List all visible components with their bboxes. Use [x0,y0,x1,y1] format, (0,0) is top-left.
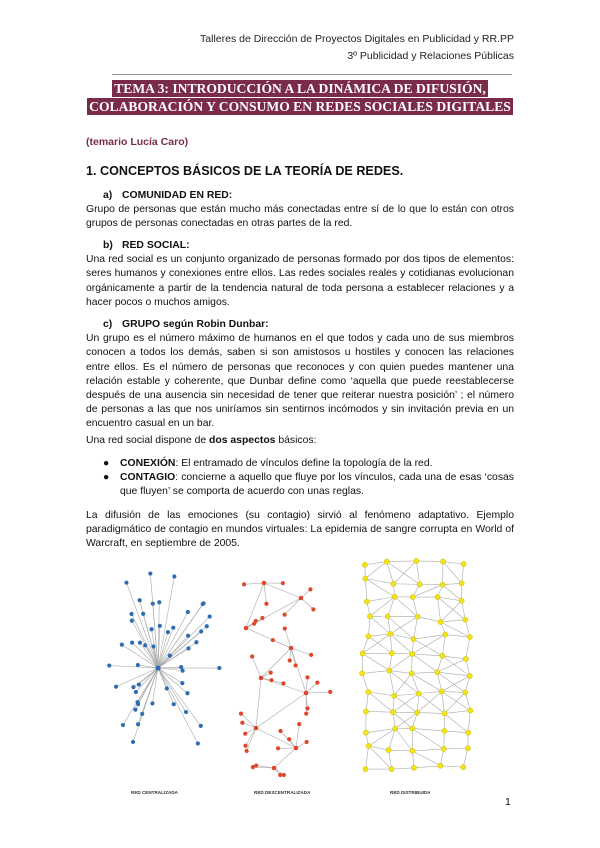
network-node [442,728,447,733]
network-node [130,618,134,622]
network-node [309,653,313,657]
network-edge [158,612,188,668]
network-edge [443,583,462,584]
network-node [410,748,415,753]
network-node [438,763,443,768]
network-node [415,614,420,619]
network-edge [441,620,466,622]
network-node [308,587,312,591]
network-node [259,676,264,681]
network-node [138,641,142,645]
network-edge [414,766,440,768]
network-edge [443,562,464,565]
network-node [184,710,188,714]
aspects-list [103,457,514,500]
network-node [137,682,141,686]
definition-heading: a) COMUNIDAD EN RED: [103,190,233,201]
network-node [148,571,152,575]
network-edge [306,677,307,693]
network-node [410,594,415,599]
network-node [387,668,392,673]
network-edge [393,561,416,584]
network-node [281,681,285,685]
network-edge [414,635,446,640]
network-node [171,626,175,630]
network-node [130,641,134,645]
network-node [131,740,135,744]
network-node [240,721,244,725]
network-node [243,744,247,748]
network-node [172,702,176,706]
network-node [149,627,153,631]
network-node [363,767,368,772]
network-edge [158,603,204,668]
network-edge [285,629,291,648]
network-node [392,594,397,599]
definition-text: Grupo de personas que están mucho más conectadas entre sí de lo que lo están con otros grupos de personas conectadas en otras partes de la red. [86,204,514,230]
network-node [297,722,301,726]
topic-title-line-2: COLABORACIÓN Y CONSUMO EN REDES SOCIALES DIGITALES [89,99,511,114]
network-node [165,686,169,690]
network-node [305,706,309,710]
network-node [410,651,415,656]
network-node [120,643,124,647]
network-node [366,743,371,748]
header-course: Talleres de Dirección de Proyectos Digitales en Publicidad y RR.PP [200,33,514,45]
network-edge [362,673,368,692]
network-node [442,711,447,716]
network-edge [442,691,445,713]
network-edge [387,561,417,562]
page-number: 1 [505,796,511,808]
network-edge [412,728,443,749]
network-node [443,632,448,637]
network-edge [291,648,306,693]
network-node [463,617,468,622]
network-node [199,629,203,633]
network-edge [389,654,412,671]
network-edge [291,648,296,665]
network-node [287,737,291,741]
network-node [459,598,464,603]
definition-social-network [86,239,514,310]
network-edge [412,673,442,691]
network-edge [394,694,419,696]
network-node [360,651,365,656]
network-node [367,614,372,619]
network-node [364,599,369,604]
network-node [409,671,414,676]
page-header [200,31,514,65]
network-edge [442,635,445,656]
network-edge [395,729,412,751]
network-node [185,691,189,695]
network-node [435,594,440,599]
network-node [304,691,309,696]
network-node [305,740,309,744]
network-edge [389,671,394,696]
network-node [461,562,466,567]
network-edge [306,683,317,693]
section-heading: 1. CONCEPTOS BÁSICOS DE LA TEORÍA DE REDES. [86,164,404,178]
network-edge [390,617,417,634]
network-types-figure [96,553,506,799]
network-node [199,724,203,728]
list-item: ● CONEXIÓN: El entramado de vínculos define la topología de la red. [103,457,514,471]
network-edge [442,691,466,692]
network-node [141,612,145,616]
header-degree: 3º Publicidad y Relaciones Públicas [347,50,514,62]
network-edge [247,728,256,751]
network-node [466,730,471,735]
network-edge [366,711,393,712]
network-edge [366,729,395,733]
distributed-network-diagram [360,558,473,771]
network-node [124,581,128,585]
network-node [155,665,160,670]
network-edge [417,694,419,713]
network-node [150,701,154,705]
network-node [461,765,466,770]
network-node [242,582,246,586]
network-node [465,746,470,751]
network-node [467,673,472,678]
network-edge [395,597,418,617]
network-node [254,726,259,731]
network-node [260,616,264,620]
network-node [245,749,249,753]
definition-text: Una red social es un conjunto organizado de personas formado por dos tipos de elementos: seres humanos y conexiones entre ellos. Las redes sociales reales y cotidianas evolucionan orgánicamente a partir de la tendencia natural de toda persona a establecer relaciones y a hacer pocos o muchos amigos. [86,254,514,308]
network-edge [413,597,418,617]
network-node [151,644,155,648]
network-edge [389,750,413,751]
network-node [294,663,298,667]
network-node [311,607,315,611]
network-edge [296,724,299,748]
bullet-icon: ● [103,472,110,484]
definition-dunbar-group [86,318,514,432]
network-node [393,726,398,731]
network-edge [419,691,442,693]
network-node [181,669,185,673]
network-node [363,709,368,714]
network-node [180,681,184,685]
network-node [282,773,286,777]
network-node [441,746,446,751]
network-node [440,559,445,564]
network-node [414,558,419,563]
network-node [136,663,140,667]
network-edge [126,583,158,668]
network-edge [261,678,306,693]
network-edge [468,711,470,733]
definition-heading: c) GRUPO según Robin Dunbar: [103,319,269,330]
network-node [388,631,393,636]
centralized-network-diagram [107,571,221,745]
network-node [172,574,176,578]
network-edge [366,692,368,711]
network-node [272,766,277,771]
network-node [363,576,368,581]
network-node [138,598,142,602]
network-node [107,663,111,667]
network-node [411,637,416,642]
network-edge [463,748,468,767]
network-edge [389,729,396,751]
network-edge [365,746,368,769]
network-edge [412,672,438,673]
network-edge [252,656,261,678]
network-edge [412,654,437,672]
network-edge [261,648,291,678]
aspects-intro: Una red social dispone de dos aspectos básicos: [86,435,317,446]
network-node [362,562,367,567]
network-node [385,614,390,619]
network-edge [393,584,419,585]
network-node [305,675,309,679]
network-node [391,581,396,586]
network-node [264,602,268,606]
network-edge [441,601,462,622]
network-edge [365,579,367,602]
network-node [186,610,190,614]
network-node [390,710,395,715]
network-node [239,712,243,716]
definition-text: Un grupo es el número máximo de humanos en el que todos y cada uno de sus miembros conocen a todos los demás, saben si son amistosos u hostiles y conocen las relaciones entre ellos. Es el número de personas que reconoces y con quien puedes mantener una relación estable y coherente, que Dunbar define como ‘aquella que puede reestablecerse después de una ausencia sin necesidad de tener que reiterar nuestra posición’ ; el número de personas a las que nos uniríamos sin sentirnos incómodos y sin invitación previa en un encuentro casual en un bar. [86,333,514,430]
network-edge [368,636,391,653]
network-edge [412,654,442,656]
network-node [384,559,389,564]
network-node [328,690,332,694]
network-node [440,653,445,658]
network-node [417,582,422,587]
network-edge [412,749,443,751]
network-node [208,614,212,618]
network-node [133,708,137,712]
network-edge [362,671,389,674]
caption-centralized: RED CENTRALIZADA [131,790,178,795]
network-edge [264,583,266,604]
decentralized-network-diagram [239,581,332,777]
topic-title-line-1: TEMA 3: INTRODUCCIÓN A LA DINÁMICA DE DIFUSIÓN, [114,81,486,96]
network-edge [416,561,443,562]
network-node [439,689,444,694]
network-node [136,722,140,726]
network-edge [417,713,444,714]
network-node [304,712,308,716]
network-node [134,690,138,694]
network-node [281,581,285,585]
network-node [140,712,144,716]
network-node [363,730,368,735]
network-node [129,612,133,616]
network-node [283,612,287,616]
network-node [315,681,319,685]
network-node [389,767,394,772]
network-node [366,634,371,639]
network-node [416,691,421,696]
network-edge [363,653,390,670]
network-node [121,723,125,727]
network-node [114,685,118,689]
caption-decentralized: RED DESCENTRALIZADA [254,790,311,795]
network-node [151,602,155,606]
network-node [459,581,464,586]
topic-title [86,80,514,116]
network-edge [158,628,173,668]
network-node [186,646,190,650]
network-edge [466,637,470,659]
network-node [278,773,282,777]
network-node [411,765,416,770]
emotions-paragraph: La difusión de las emociones (su contagio) sirvió al fenómeno adaptativo. Ejemplo paradigmático de contagio en mundos virtuales: La epidemia de sangre corrupta en World of Warcraft, en septiembre de 2005. [86,510,514,550]
definition-heading: b) RED SOCIAL: [103,240,190,251]
network-node [435,670,440,675]
network-edge [440,766,463,767]
network-edge [443,562,462,584]
network-node [386,747,391,752]
network-edge [387,562,420,585]
network-edge [390,634,413,639]
bullet-icon: ● [103,458,110,469]
network-node [250,654,254,658]
network-node [467,634,472,639]
network-edge [368,616,370,636]
network-edge [414,639,443,656]
network-edge [444,731,468,733]
network-node [205,624,209,628]
network-node [440,582,445,587]
network-node [254,619,258,623]
network-node [463,690,468,695]
syllabus-author: (temario Lucía Caro) [86,136,189,148]
network-node [366,689,371,694]
network-node [289,646,294,651]
network-node [251,765,255,769]
network-edge [244,583,264,584]
network-node [276,746,280,750]
network-node [201,601,205,605]
network-node [243,732,247,736]
network-edge [274,748,296,768]
network-node [269,678,273,682]
network-edge [412,728,444,731]
network-node [244,626,249,631]
network-node [186,634,190,638]
network-node [157,600,161,604]
network-node [360,671,365,676]
network-node [389,651,394,656]
network-node [299,596,304,601]
network-node [269,670,273,674]
network-edge [273,640,291,648]
network-edge [158,668,198,743]
network-edge [437,597,440,622]
network-node [168,654,172,658]
network-node [410,726,415,731]
network-edge [418,617,441,622]
network-node [278,729,282,733]
network-node [392,693,397,698]
network-edge [285,598,301,615]
network-edge [369,746,389,750]
network-node [288,658,292,662]
network-node [294,746,299,751]
network-node [415,710,420,715]
network-edge [367,597,395,602]
network-edge [462,564,464,583]
network-node [136,702,140,706]
definition-community [86,189,514,232]
network-edge [444,748,468,749]
caption-distributed: RED DISTRIBUIDA [390,790,431,795]
network-node [194,640,198,644]
network-edge [256,678,261,728]
network-edge [444,713,468,732]
header-rule [112,74,512,75]
network-edge [306,692,330,693]
network-node [463,656,468,661]
network-node [283,626,287,630]
network-node [217,666,221,670]
network-edge [369,729,396,746]
network-edge [392,768,414,769]
network-node [143,643,147,647]
network-edge [419,694,445,714]
network-edge [392,653,412,654]
network-node [438,619,443,624]
network-edge [390,634,392,653]
network-edge [158,668,186,712]
network-node [262,581,267,586]
network-edge [291,648,311,655]
network-edge [158,668,201,726]
network-node [468,708,473,713]
network-node [166,630,170,634]
network-edge [412,654,413,673]
network-node [271,638,275,642]
network-edge [301,598,313,609]
network-edge [444,711,470,714]
network-edge [394,696,417,713]
network-node [158,624,162,628]
network-edge [414,617,418,639]
network-edge [412,635,445,654]
list-item: ● CONTAGIO: concierne a aquello que fluye por los vínculos, cada una de esas ‘cosas que fluyen’ se comporta de acuerdo con unas reglas. [103,472,514,498]
network-edge [416,561,419,584]
network-edge [412,751,440,766]
network-node [131,685,135,689]
network-edge [387,562,394,584]
network-node [196,741,200,745]
